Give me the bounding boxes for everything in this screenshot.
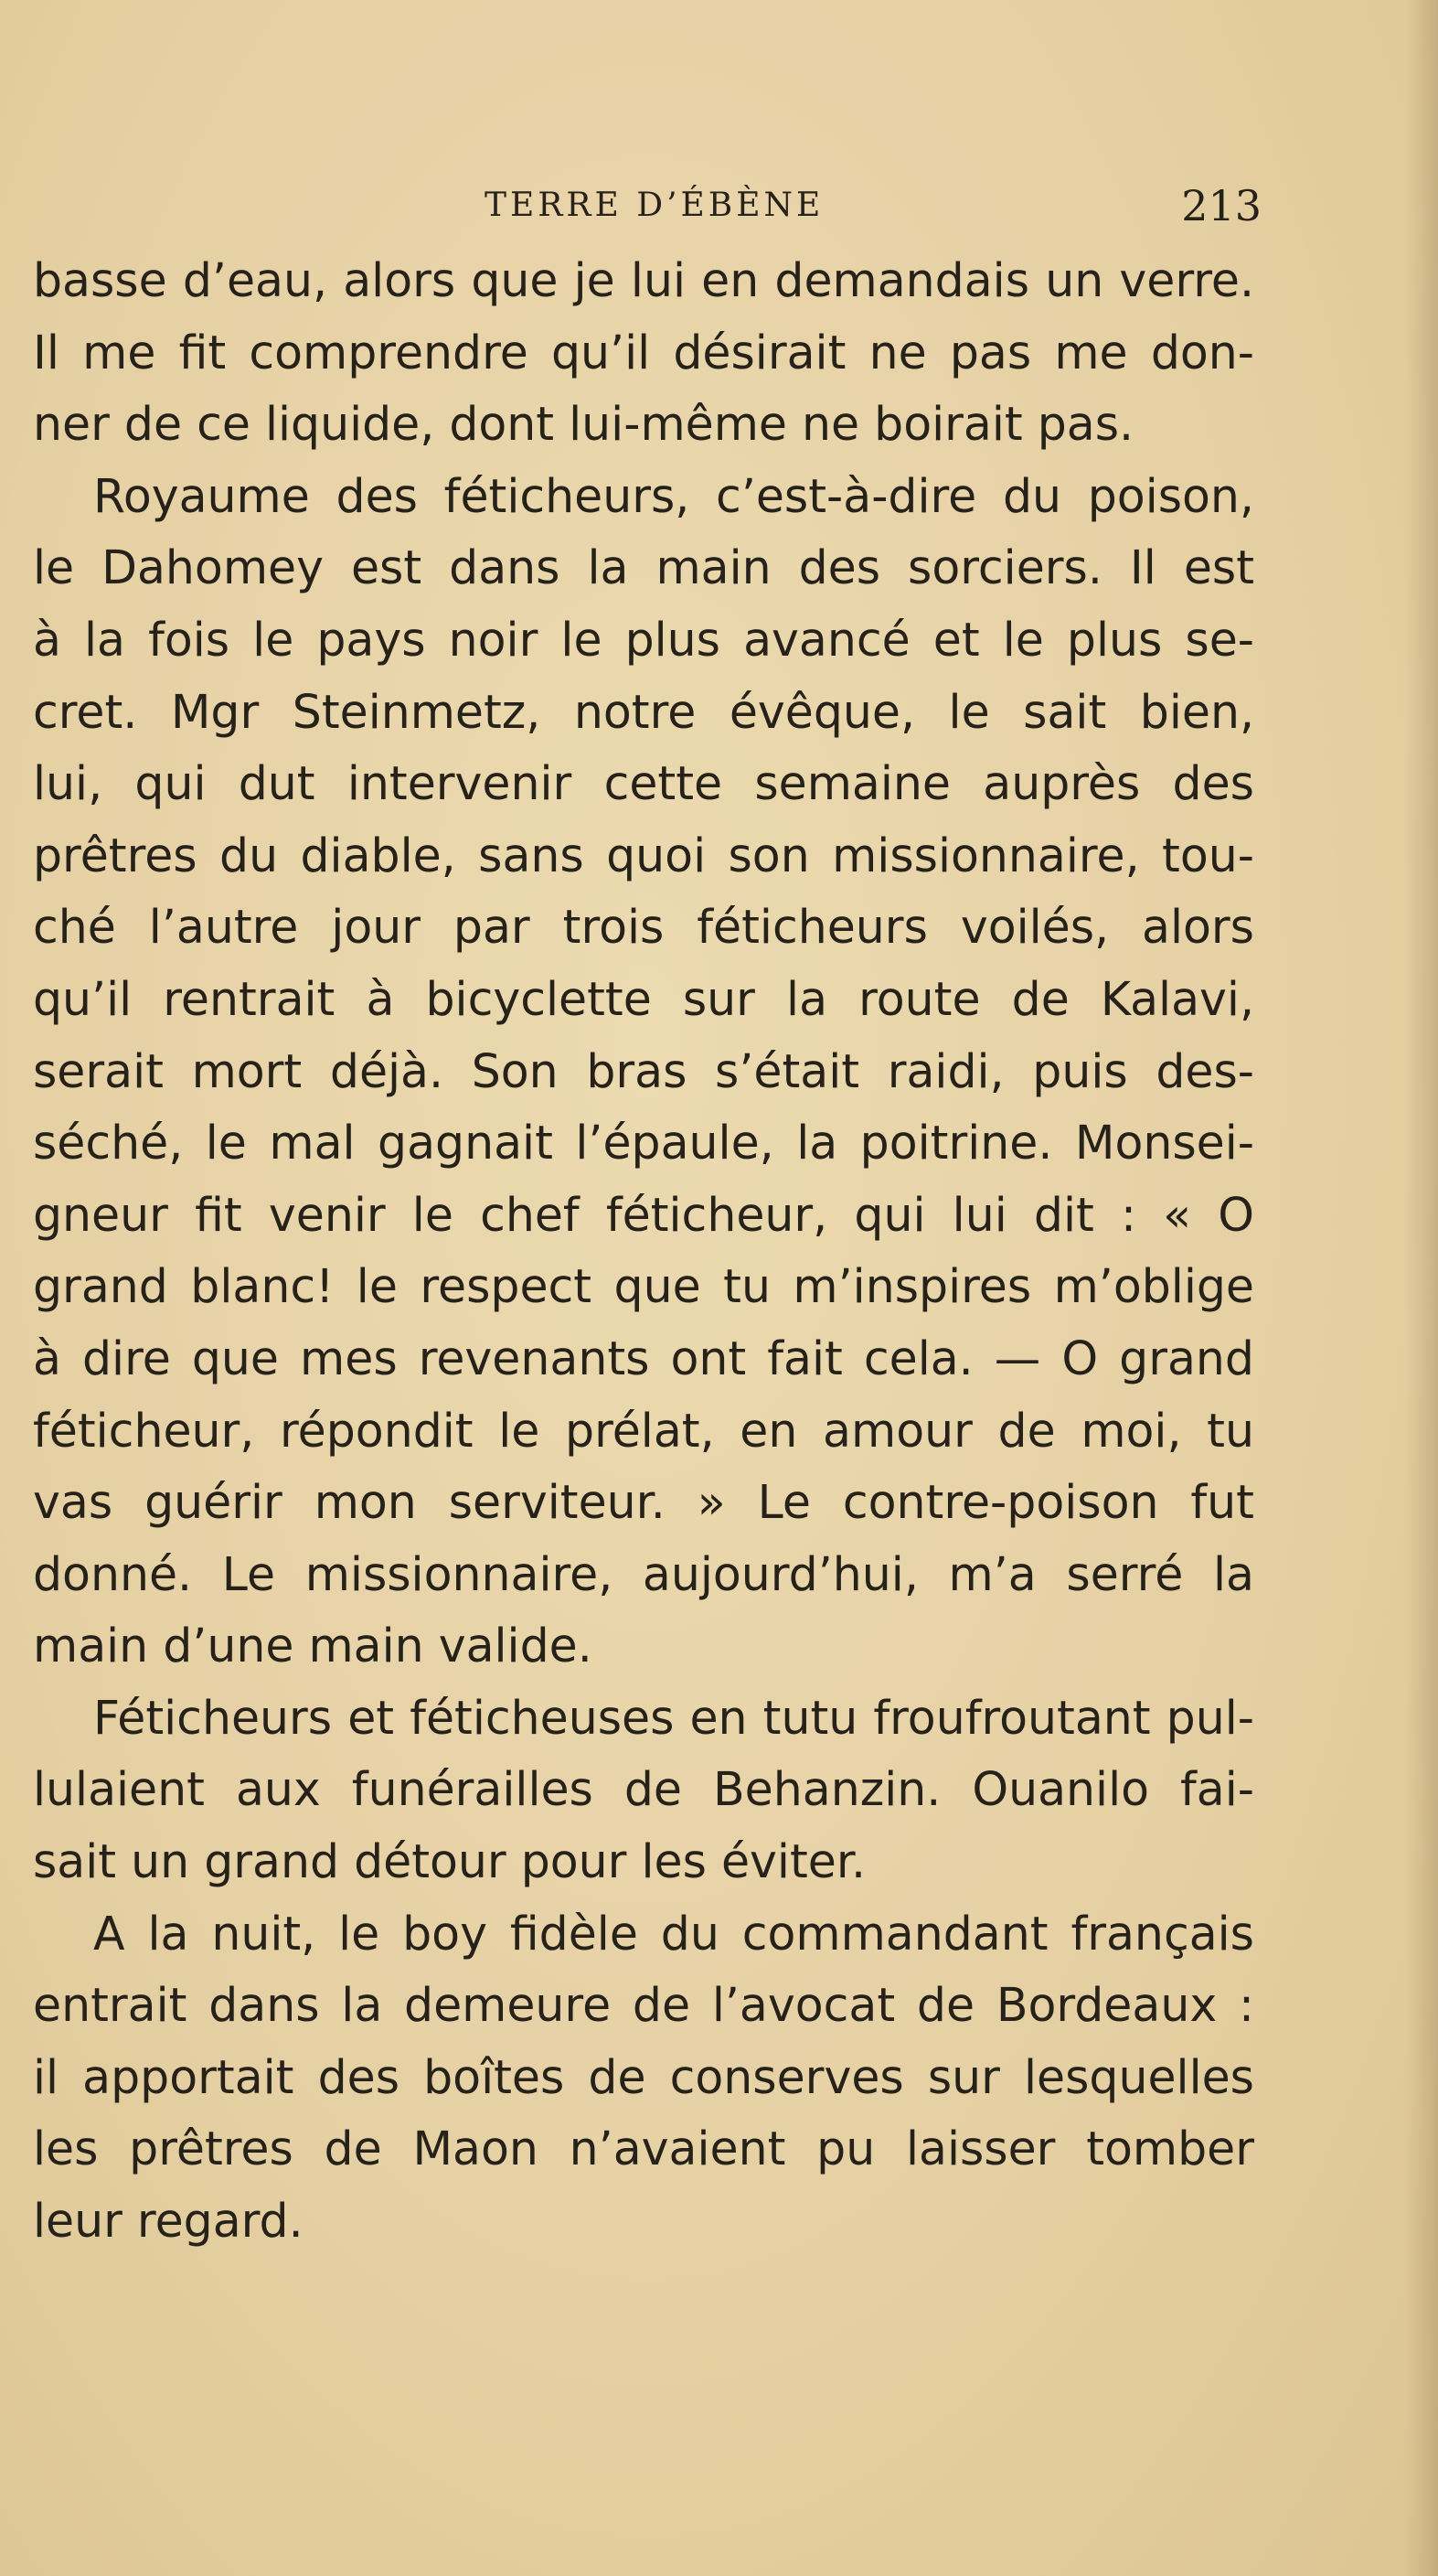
text-line: prêtres du diable, sans quoi son missionnaire, tou- [33, 828, 1254, 882]
page-number: 213 [1181, 181, 1262, 230]
text-line: donné. Le missionnaire, aujourd’hui, m’a serré la [33, 1546, 1254, 1601]
text-line: à la fois le pays noir le plus avancé et le plus se- [33, 612, 1254, 667]
text-line: basse d’eau, alors que je lui en demandais un verre. [33, 253, 1254, 307]
running-title: TERRE D’ÉBÈNE [485, 187, 825, 224]
text-line: ner de ce liquide, dont lui-même ne boirait pas. [33, 397, 1134, 452]
text-line: lui, qui dut intervenir cette semaine auprès des [33, 756, 1254, 811]
text-line: qu’il rentrait à bicyclette sur la route de Kalavi, [33, 971, 1254, 1026]
text-line: gneur fit venir le chef féticheur, qui lui dit : « O [33, 1187, 1254, 1242]
text-line: sait un grand détour pour les éviter. [33, 1834, 866, 1889]
paragraph-start-line: A la nuit, le boy fidèle du commandant français [93, 1906, 1254, 1961]
text-line: séché, le mal gagnait l’épaule, la poitrine. Monsei- [33, 1116, 1254, 1170]
page-header [485, 178, 1262, 233]
text-line: main d’une main valide. [33, 1619, 592, 1673]
paragraph-start-line: Féticheurs et féticheuses en tutu froufroutant pul- [93, 1690, 1254, 1745]
text-line: à dire que mes revenants ont fait cela. — O grand [33, 1331, 1254, 1385]
body-text [33, 245, 1254, 2258]
text-line: leur regard. [33, 2194, 304, 2249]
text-line: cret. Mgr Steinmetz, notre évêque, le sait bien, [33, 684, 1254, 739]
text-line: lulaient aux funérailles de Behanzin. Ouanilo fai- [33, 1762, 1254, 1817]
text-line: il apportait des boîtes de conserves sur lesquelles [33, 2049, 1254, 2104]
text-line: vas guérir mon serviteur. » Le contre-poison fut [33, 1475, 1254, 1530]
text-line: grand blanc! le respect que tu m’inspires m’oblige [33, 1259, 1254, 1314]
text-line: féticheur, répondit le prélat, en amour de moi, tu [33, 1403, 1254, 1458]
text-line: Il me fit comprendre qu’il désirait ne pas me don- [33, 325, 1254, 379]
text-line: entrait dans la demeure de l’avocat de Bordeaux : [33, 1978, 1254, 2033]
page-edge-shadow [1405, 0, 1438, 2576]
text-line: le Dahomey est dans la main des sorciers. Il est [33, 540, 1254, 595]
text-line: les prêtres de Maon n’avaient pu laisser tomber [33, 2122, 1254, 2176]
text-line: serait mort déjà. Son bras s’était raidi, puis des- [33, 1043, 1254, 1098]
paragraph-start-line: Royaume des féticheurs, c’est-à-dire du poison, [93, 468, 1254, 523]
text-line: ché l’autre jour par trois féticheurs voilés, alors [33, 900, 1254, 955]
